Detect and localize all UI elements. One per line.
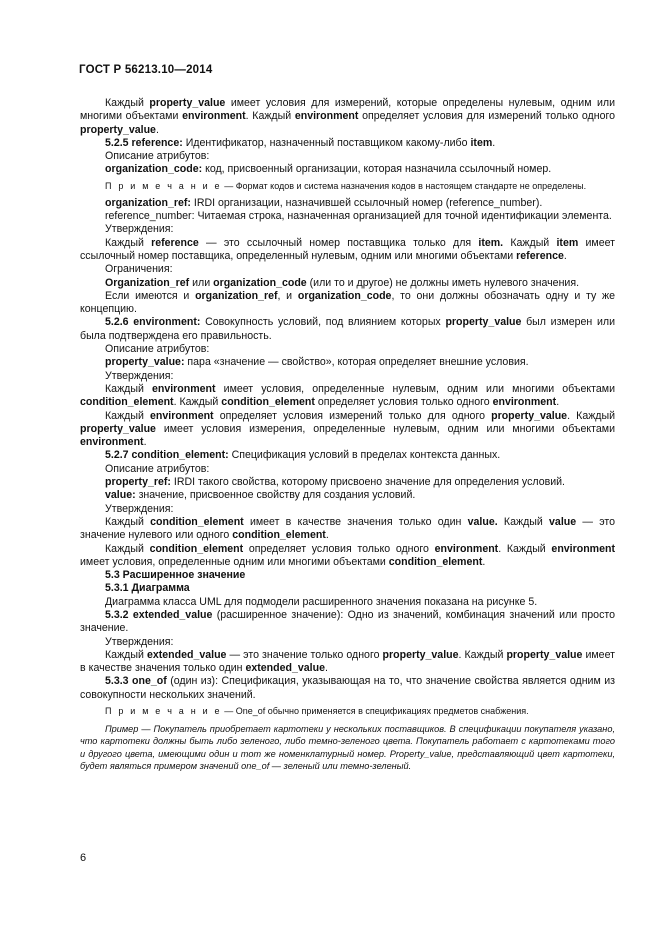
- statement-environment-1: Каждый environment имеет условия, определенные нулевым, одним или многими объектами condition_element. Каждый condition_element определяет условия только одного environment.: [80, 382, 615, 409]
- attributes-label: Описание атрибутов:: [105, 462, 210, 475]
- attribute-property-value: property_value: пара «значение — свойство», которая определяет внешние условия.: [105, 356, 529, 369]
- attribute-organization-ref: organization_ref: IRDI организации, назначившей ссылочный номер (reference_number).: [105, 196, 543, 209]
- attribute-organization-code: organization_code: код, присвоенный организации, которая назначила ссылочный номер.: [105, 163, 552, 176]
- paragraph-diagram: Диаграмма класса UML для подмодели расширенного значения показана на рисунке 5.: [105, 595, 538, 608]
- statement-reference: Каждый reference — это ссылочный номер поставщика только для item. Каждый item имеет ссылочный номер поставщика, определенный нулевым, одним или многими объектами reference.: [80, 236, 615, 262]
- page-number: 6: [80, 852, 87, 864]
- statement-condition-element-2: Каждый condition_element определяет условия только одного environment. Каждый environment имеет условия, определенные одним или многими объектами condition_element.: [80, 542, 615, 568]
- attribute-value: value: значение, присвоенное свойству для создания условий.: [105, 489, 416, 502]
- note-codes: П р и м е ч а н и е — Формат кодов и система назначения кодов в настоящем стандарте не определены.: [105, 180, 587, 191]
- section-5-3-3: 5.3.3 one_of (один из): Спецификация, указывающая на то, что значение свойства является одним из совокупности нескольких значений.: [80, 675, 615, 701]
- statement-environment-2: Каждый environment определяет условия измерений только для одного property_value. Каждый property_value имеет условия измерения, определенные нулевым, одним или многими объектами environment.: [80, 409, 616, 449]
- statement-condition-element-1: Каждый condition_element имеет в качестве значения только один value. Каждый value — это значение нулевого или одного condition_element.: [80, 515, 615, 542]
- statements-label: Утверждения:: [105, 369, 174, 382]
- attributes-label: Описание атрибутов:: [105, 150, 210, 163]
- section-5-3-heading: 5.3 Расширенное значение: [105, 569, 246, 582]
- section-5-3-2: 5.3.2 extended_value (расширенное значение): Одно из значений, комбинация значений или просто значение.: [80, 608, 615, 635]
- paragraph-property-value: Каждый property_value имеет условия для измерений, которые определены нулевым, одним или многими объектами environment. Каждый environment определяет условия для измерений только одного property_value.: [80, 97, 615, 136]
- section-5-2-5: 5.2.5 reference: Идентификатор, назначенный поставщиком какому-либо item.: [105, 136, 496, 149]
- constraints-label: Ограничения:: [105, 263, 173, 276]
- document-header: ГОСТ Р 56213.10—2014: [79, 64, 213, 76]
- section-5-2-7: 5.2.7 condition_element: Спецификация условий в пределах контекста данных.: [105, 449, 501, 462]
- attribute-property-ref: property_ref: IRDI такого свойства, которому присвоено значение для определения условий.: [105, 476, 566, 489]
- section-5-3-1-heading: 5.3.1 Диаграмма: [105, 582, 190, 595]
- section-5-2-6: 5.2.6 environment: Совокупность условий, под влиянием которых property_value был измерен или была подтверждена его правильность.: [80, 316, 615, 342]
- statements-label: Утверждения:: [105, 502, 174, 515]
- note-one-of: П р и м е ч а н и е — One_of обычно применяется в спецификациях предметов снабжения.: [105, 706, 529, 717]
- constraint-1: Organization_ref или organization_code (или то и другое) не должны иметь нулевого значения.: [105, 276, 580, 289]
- example-paragraph: Пример — Покупатель приобретает картотеки у нескольких поставщиков. В спецификации покупателя указано, что картотеки должны быть либо зеленого, либо темно-зеленого цвета. Покупатель работает с картотеками того и другого цвета, имеющими один и тот же номенклатурный номер. Property_value, представляющий цвет картотеки, будет являться примером значений one_of — зеленый или темно-зеленый.: [80, 724, 615, 772]
- attributes-label: Описание атрибутов:: [105, 343, 210, 356]
- document-body: [80, 97, 615, 773]
- statements-label: Утверждения:: [105, 223, 174, 236]
- constraint-2: Если имеются и organization_ref, и organization_code, то они должны обозначать одну и ту же концепцию.: [80, 289, 616, 316]
- attribute-reference-number: reference_number: Читаемая строка, назначенная организацией для точной идентификации элемента.: [105, 210, 612, 223]
- statement-extended-value: Каждый extended_value — это значение только одного property_value. Каждый property_value имеет в качестве значения только один extended_value.: [80, 648, 615, 675]
- statements-label: Утверждения:: [105, 635, 174, 648]
